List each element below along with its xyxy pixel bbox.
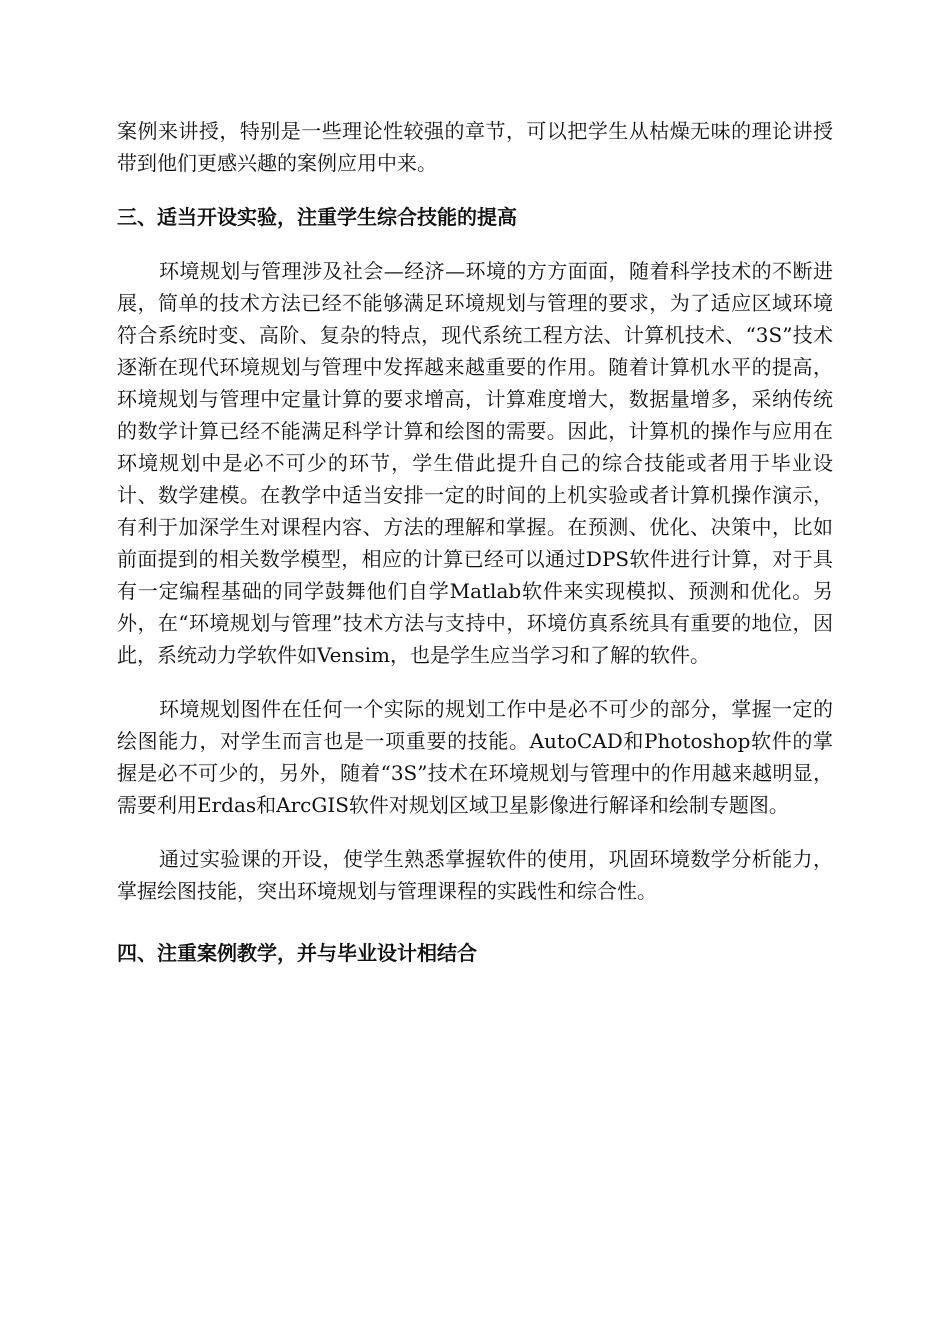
section-heading-4: 四、注重案例教学，并与毕业设计相结合 (117, 941, 477, 965)
document-page (117, 115, 833, 969)
paragraph-continued: 案例来讲授，特别是一些理论性较强的章节，可以把学生从枯燥无味的理论讲授带到他们更感兴趣的案例应用中来。 (117, 119, 833, 175)
paragraph-2: 环境规划图件在任何一个实际的规划工作中是必不可少的部分，掌握一定的绘图能力，对学生而言也是一项重要的技能。AutoCAD和Photoshop软件的掌握是必不可少的，另外，随着“3S”技术在环境规划与管理中的作用越来越明显，需要利用Erdas和ArcGIS软件对规划区域卫星影像进行解译和绘制专题图。 (117, 697, 833, 817)
paragraph-3: 通过实验课的开设，使学生熟悉掌握软件的使用，巩固环境数学分析能力，掌握绘图技能，突出环境规划与管理课程的实践性和综合性。 (117, 847, 833, 903)
section-heading-3: 三、适当开设实验，注重学生综合技能的提高 (117, 205, 517, 229)
paragraph-1: 环境规划与管理涉及社会—经济—环境的方方面面，随着科学技术的不断进展，简单的技术方法已经不能够满足环境规划与管理的要求，为了适应区域环境符合系统时变、高阶、复杂的特点，现代系统工程方法、计算机技术、“3S”技术逐渐在现代环境规划与管理中发挥越来越重要的作用。随着计算机水平的提高，环境规划与管理中定量计算的要求增高，计算难度增大，数据量增多，采纳传统的数学计算已经不能满足科学计算和绘图的需要。因此，计算机的操作与应用在环境规划中是必不可少的环节，学生借此提升自己的综合技能或者用于毕业设计、数学建模。在教学中适当安排一定的时间的上机实验或者计算机操作演示，有利于加深学生对课程内容、方法的理解和掌握。在预测、优化、决策中，比如前面提到的相关数学模型，相应的计算已经可以通过DPS软件进行计算，对于具有一定编程基础的同学鼓舞他们自学Matlab软件来实现模拟、预测和优化。另外，在“环境规划与管理”技术方法与支持中，环境仿真系统具有重要的地位，因此，系统动力学软件如Vensim，也是学生应当学习和了解的软件。 (117, 259, 833, 667)
